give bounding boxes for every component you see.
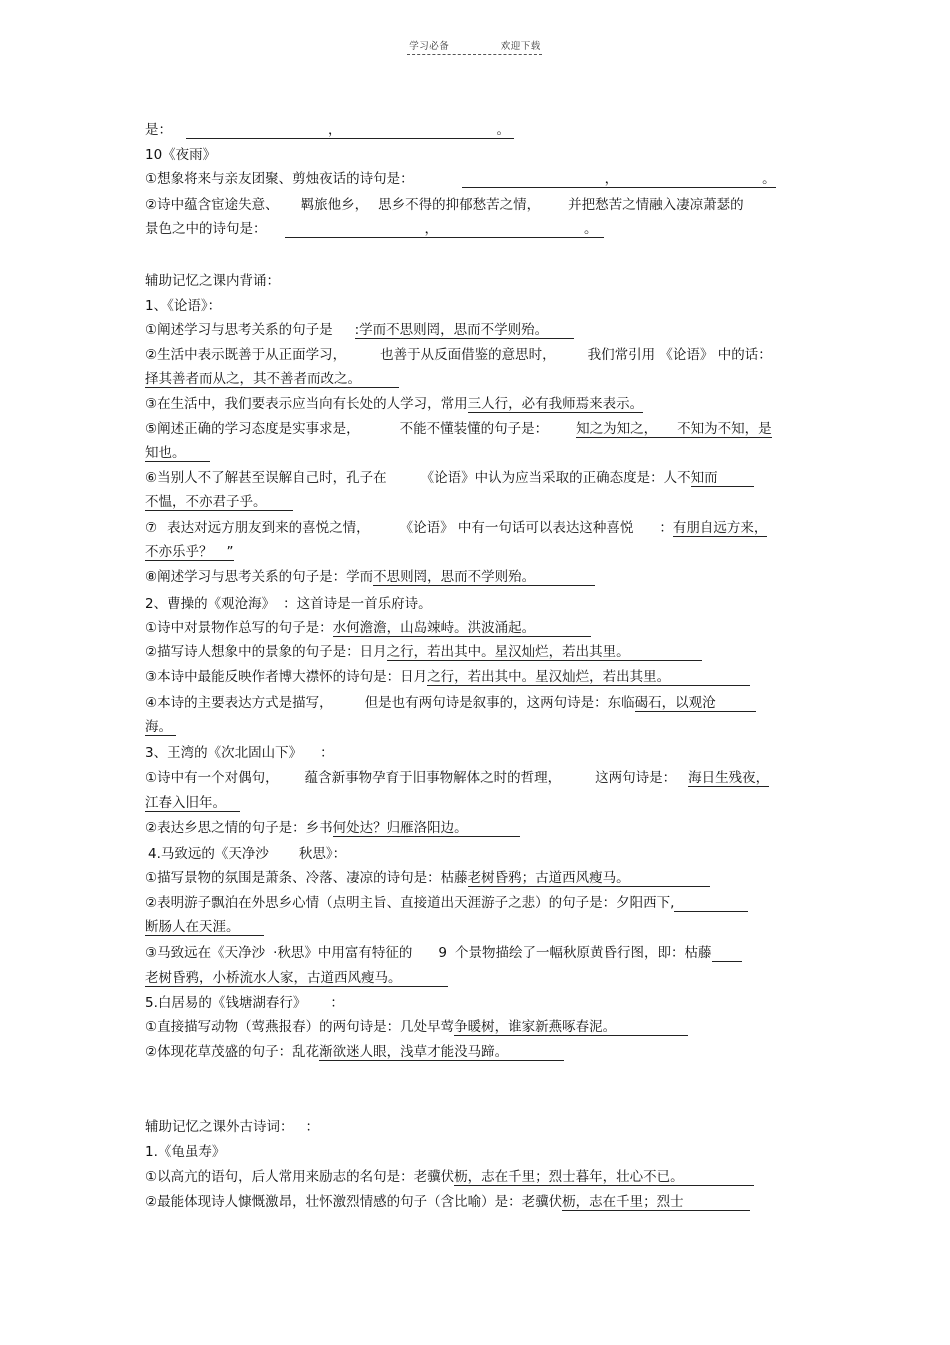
lunyu-item-2-answer: 择其善者而从之，其不善者而改之。 [145,370,399,388]
mazhiyuan-item-2: ②表明游子飘泊在外思乡心情（点明主旨、直接道出天涯游子之悲）的句子是：夕阳西下, [145,894,748,912]
lunyu-item-5-cont: 知也。 [145,444,210,462]
blank[interactable] [438,220,584,238]
header-right: 欢迎下载 [500,41,541,52]
lunyu-item-1: ①阐述学习与思考关系的句子是 :学而不思则罔，思而不学则殆。 [145,321,574,339]
answer-line-top: 是： ， 。 [145,121,514,139]
lunyu-item-5: ⑤阐述正确的学习态度是实事求是， 不能不懂装懂的句子是： 知之为知之， 不知为不知，是 [145,421,772,437]
blank[interactable] [342,121,497,139]
baijuyi-title: 5.白居易的《钱塘湖春行》 ： [145,995,344,1011]
lunyu-item-7-cont: 不亦乐乎？ ” [145,544,234,560]
wangwan-item-1-cont: 江春入旧年。 [145,794,240,812]
section-title-extracurricular: 辅助记忆之课外古诗词： ： [145,1119,319,1135]
lunyu-item-8: ⑧阐述学习与思考关系的句子是：学而不思则罔，思而不学则殆。 [145,568,595,586]
section-title-in-class: 辅助记忆之课内背诵： [145,273,280,289]
baijuyi-item-2: ②体现花草茂盛的句子：乱花渐欲迷人眼，浅草才能没马蹄。 [145,1043,564,1061]
lunyu-title: 1、《论语》： [145,298,222,314]
baijuyi-item-1: ①直接描写动物（莺燕报春）的两句诗是：几处早莺争暖树，谁家新燕啄春泥。 [145,1018,688,1036]
caocao-title: 2、曹操的《观沧海》 ：这首诗是一首乐府诗。 [145,596,432,612]
blank[interactable] [285,220,425,238]
mazhiyuan-item-1: ①描写景物的氛围是萧条、冷落、凄凉的诗句是：枯藤老树昏鸦；古道西风瘦马。 [145,869,710,887]
mazhiyuan-item-2-cont: 断肠人在天涯。 [145,918,264,936]
mazhiyuan-item-3-cont: 老树昏鸦，小桥流水人家，古道西风瘦马。 [145,969,448,987]
page-header [0,38,950,52]
yeyu-question-2: ②诗中蕴含宦途失意、 羁旅他乡， 思乡不得的抑郁愁苦之情， 并把愁苦之情融入凄凉萧瑟的 [145,197,744,213]
blank[interactable] [186,121,328,139]
lunyu-item-2: ②生活中表示既善于从正面学习， 也善于从反面借鉴的意思时， 我们常引用 《论语》 中的话： [145,347,772,363]
lunyu-item-6: ⑥当别人不了解甚至误解自己时，孔子在 《论语》中认为应当采取的正确态度是：人不知而 [145,469,754,487]
header-dashed-rule [407,54,542,55]
lunyu-item-7: ⑦ 表达对远方朋友到来的喜悦之情， 《论语》 中有一句话可以表达这种喜悦 ：有朋自远方来， [145,520,768,536]
wangwan-item-2: ②表达乡思之情的句子是：乡书何处达？归雁洛阳边。 [145,819,520,837]
mazhiyuan-title: 4.马致远的《天净沙 秋思》： [148,846,347,862]
header-left: 学习必备 [409,41,450,52]
guisuishou-item-2: ②最能体现诗人慷慨激昂，壮怀激烈情感的句子（含比喻）是：老骥伏枥，志在千里；烈士 [145,1193,750,1211]
caocao-item-2: ②描写诗人想象中的景象的句子是：日月之行，若出其中。星汉灿烂，若出其里。 [145,643,702,661]
lunyu-item-6-cont: 不愠，不亦君子乎。 [145,493,293,511]
wangwan-title: 3、王湾的《次北固山下》 ： [145,745,334,761]
caocao-item-4-cont: 海。 [145,718,176,736]
wangwan-item-1: ①诗中有一个对偶句， 蕴含新事物孕育于旧事物解体之时的哲理， 这两句诗是： 海日生残夜， [145,770,770,786]
yeyu-question-2-cont: 景色之中的诗句是： ， 。 [145,220,604,238]
guisuishou-title: 1.《龟虽寿》 [145,1144,226,1160]
caocao-item-1: ①诗中对景物作总写的句子是：水何澹澹，山岛竦峙。洪波涌起。 [145,619,591,637]
guisuishou-item-1: ①以高亢的语句，后人常用来励志的名句是：老骥伏枥，志在千里；烈士暮年，壮心不已。 [145,1168,754,1186]
yeyu-question-1: ①想象将来与亲友团聚、剪烛夜话的诗句是： ， 。 [145,171,776,187]
mazhiyuan-item-3: ③马致远在《天净沙 ·秋思》中用富有特征的 9 个景物描绘了一幅秋原黄昏行图，即：枯藤 [145,944,742,962]
blank[interactable] [618,170,762,188]
lunyu-item-3: ③在生活中，我们要表示应当向有长处的人学习，常用三人行，必有我师焉来表示。 [145,396,644,412]
poem-title-yeyu: 10《夜雨》 [145,147,217,163]
blank[interactable] [462,170,605,188]
caocao-item-4: ④本诗的主要表达方式是描写， 但是也有两句诗是叙事的，这两句诗是：东临碣石，以观沧 [145,694,756,712]
caocao-item-3: ③本诗中最能反映作者博大襟怀的诗句是：日月之行，若出其中。星汉灿烂，若出其里。 [145,668,750,686]
